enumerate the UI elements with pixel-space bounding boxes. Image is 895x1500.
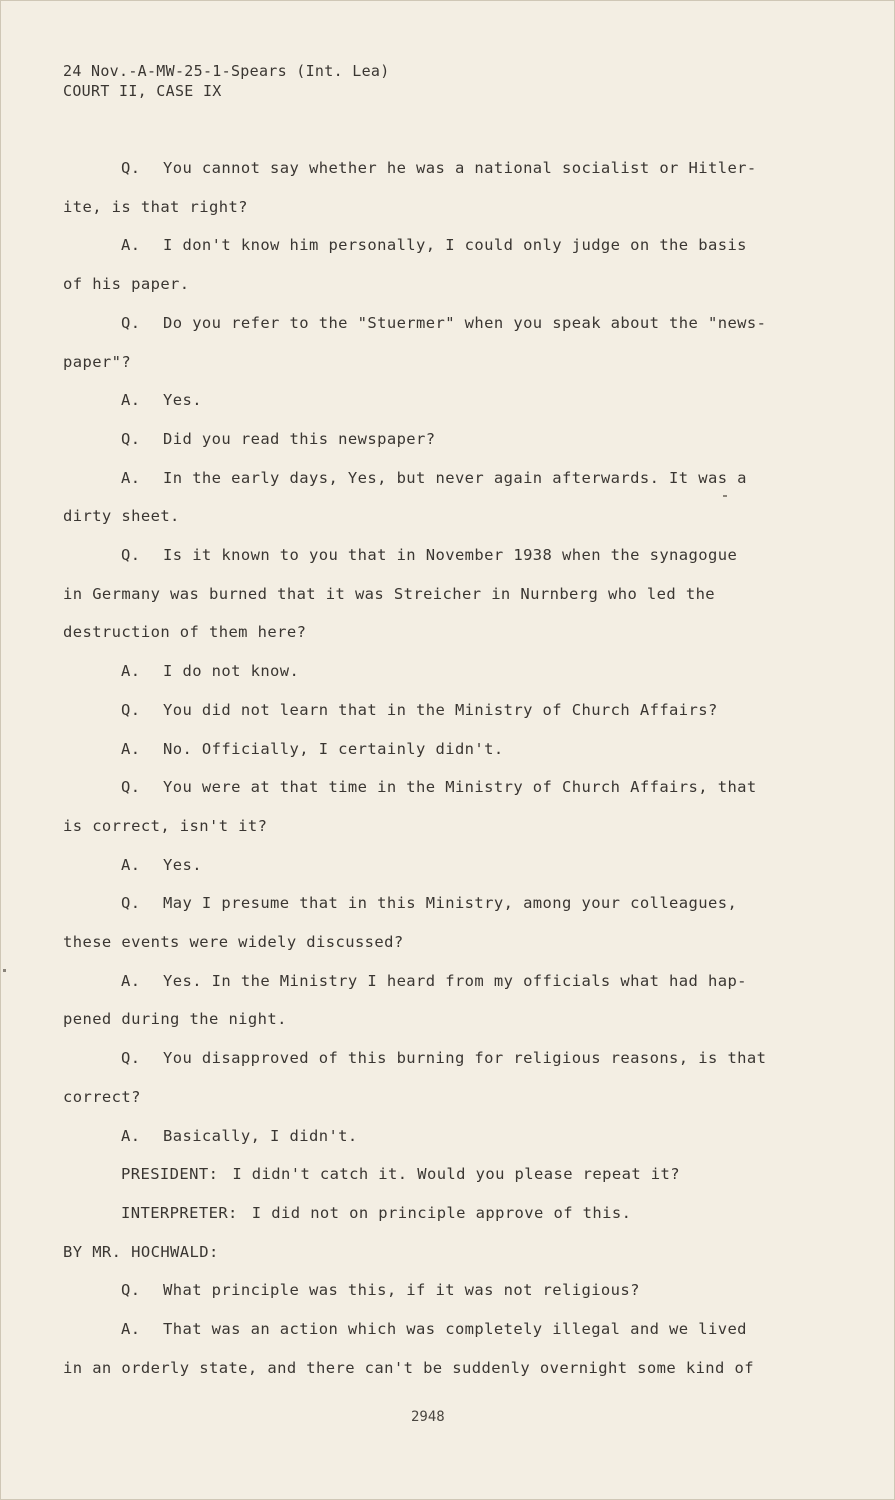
speaker-tag: Q. xyxy=(121,894,141,912)
line-text: Yes. In the Ministry I heard from my officials what had hap- xyxy=(163,972,747,990)
answer-line xyxy=(121,469,841,487)
speaker-tag: Q. xyxy=(121,546,141,564)
continuation-line: is correct, isn't it? xyxy=(63,817,268,835)
continuation-line: destruction of them here? xyxy=(63,623,307,641)
document-header xyxy=(63,61,390,101)
line-text: Basically, I didn't. xyxy=(163,1127,358,1145)
speaker-tag: Q. xyxy=(121,701,141,719)
line-text: You disapproved of this burning for religious reasons, is that xyxy=(163,1049,767,1067)
speaker-tag: A. xyxy=(121,391,141,409)
continuation-line: in an orderly state, and there can't be suddenly overnight some kind of xyxy=(63,1359,754,1377)
line-text: You cannot say whether he was a national socialist or Hitler- xyxy=(163,159,757,177)
line-text: In the early days, Yes, but never again afterwards. It was a xyxy=(163,469,747,487)
continuation-line: these events were widely discussed? xyxy=(63,933,404,951)
paper-speck xyxy=(3,969,6,972)
answer-line xyxy=(121,662,841,680)
line-text: I don't know him personally, I could only judge on the basis xyxy=(163,236,747,254)
answer-line xyxy=(121,1320,841,1338)
page-number: 2948 xyxy=(411,1409,445,1425)
continuation-line: in Germany was burned that it was Streicher in Nurnberg who led the xyxy=(63,585,716,603)
line-text: No. Officially, I certainly didn't. xyxy=(163,740,504,758)
answer-line xyxy=(121,391,841,409)
line-text: Did you read this newspaper? xyxy=(163,430,436,448)
speaker-tag: A. xyxy=(121,856,141,874)
speaker-tag: Q. xyxy=(121,1281,141,1299)
continuation-line: pened during the night. xyxy=(63,1010,287,1028)
speaker-line xyxy=(121,1165,841,1183)
line-text: I do not know. xyxy=(163,662,300,680)
question-line xyxy=(121,546,841,564)
question-line xyxy=(121,159,841,177)
speaker-name: PRESIDENT: xyxy=(121,1165,219,1183)
line-text: I did not on principle approve of this. xyxy=(251,1204,632,1222)
speaker-tag: A. xyxy=(121,236,141,254)
answer-line xyxy=(121,236,841,254)
question-line xyxy=(121,314,841,332)
speaker-tag: Q. xyxy=(121,778,141,796)
question-line xyxy=(121,701,841,719)
paper-speck xyxy=(723,495,727,497)
speaker-line xyxy=(121,1204,841,1222)
answer-line xyxy=(121,856,841,874)
speaker-tag: A. xyxy=(121,662,141,680)
header-court-case: COURT II, CASE IX xyxy=(63,82,222,100)
speaker-tag: A. xyxy=(121,1320,141,1338)
line-text: Do you refer to the "Stuermer" when you speak about the "news- xyxy=(163,314,767,332)
line-text: May I presume that in this Ministry, among your colleagues, xyxy=(163,894,738,912)
line-text: Yes. xyxy=(163,391,202,409)
answer-line xyxy=(121,972,841,990)
question-line xyxy=(121,894,841,912)
header-reference: 24 Nov.-A-MW-25-1-Spears (Int. Lea) xyxy=(63,62,390,80)
question-line xyxy=(121,1281,841,1299)
speaker-tag: Q. xyxy=(121,314,141,332)
continuation-line: of his paper. xyxy=(63,275,190,293)
continuation-line: dirty sheet. xyxy=(63,507,180,525)
line-text: Yes. xyxy=(163,856,202,874)
line-text: What principle was this, if it was not religious? xyxy=(163,1281,640,1299)
speaker-tag: Q. xyxy=(121,1049,141,1067)
continuation-line: ite, is that right? xyxy=(63,198,248,216)
answer-line xyxy=(121,1127,841,1145)
speaker-tag: A. xyxy=(121,740,141,758)
speaker-tag: Q. xyxy=(121,430,141,448)
speaker-tag: A. xyxy=(121,972,141,990)
question-line xyxy=(121,430,841,448)
speaker-tag: Q. xyxy=(121,159,141,177)
speaker-tag: A. xyxy=(121,1127,141,1145)
line-text: You were at that time in the Ministry of Church Affairs, that xyxy=(163,778,757,796)
line-text: That was an action which was completely illegal and we lived xyxy=(163,1320,747,1338)
continuation-line: paper"? xyxy=(63,353,132,371)
continuation-line: BY MR. HOCHWALD: xyxy=(63,1243,219,1261)
line-text: You did not learn that in the Ministry of Church Affairs? xyxy=(163,701,718,719)
line-text: Is it known to you that in November 1938 when the synagogue xyxy=(163,546,738,564)
speaker-tag: A. xyxy=(121,469,141,487)
question-line xyxy=(121,778,841,796)
answer-line xyxy=(121,740,841,758)
continuation-line: correct? xyxy=(63,1088,141,1106)
speaker-name: INTERPRETER: xyxy=(121,1204,238,1222)
line-text: I didn't catch it. Would you please repeat it? xyxy=(232,1165,680,1183)
question-line xyxy=(121,1049,841,1067)
